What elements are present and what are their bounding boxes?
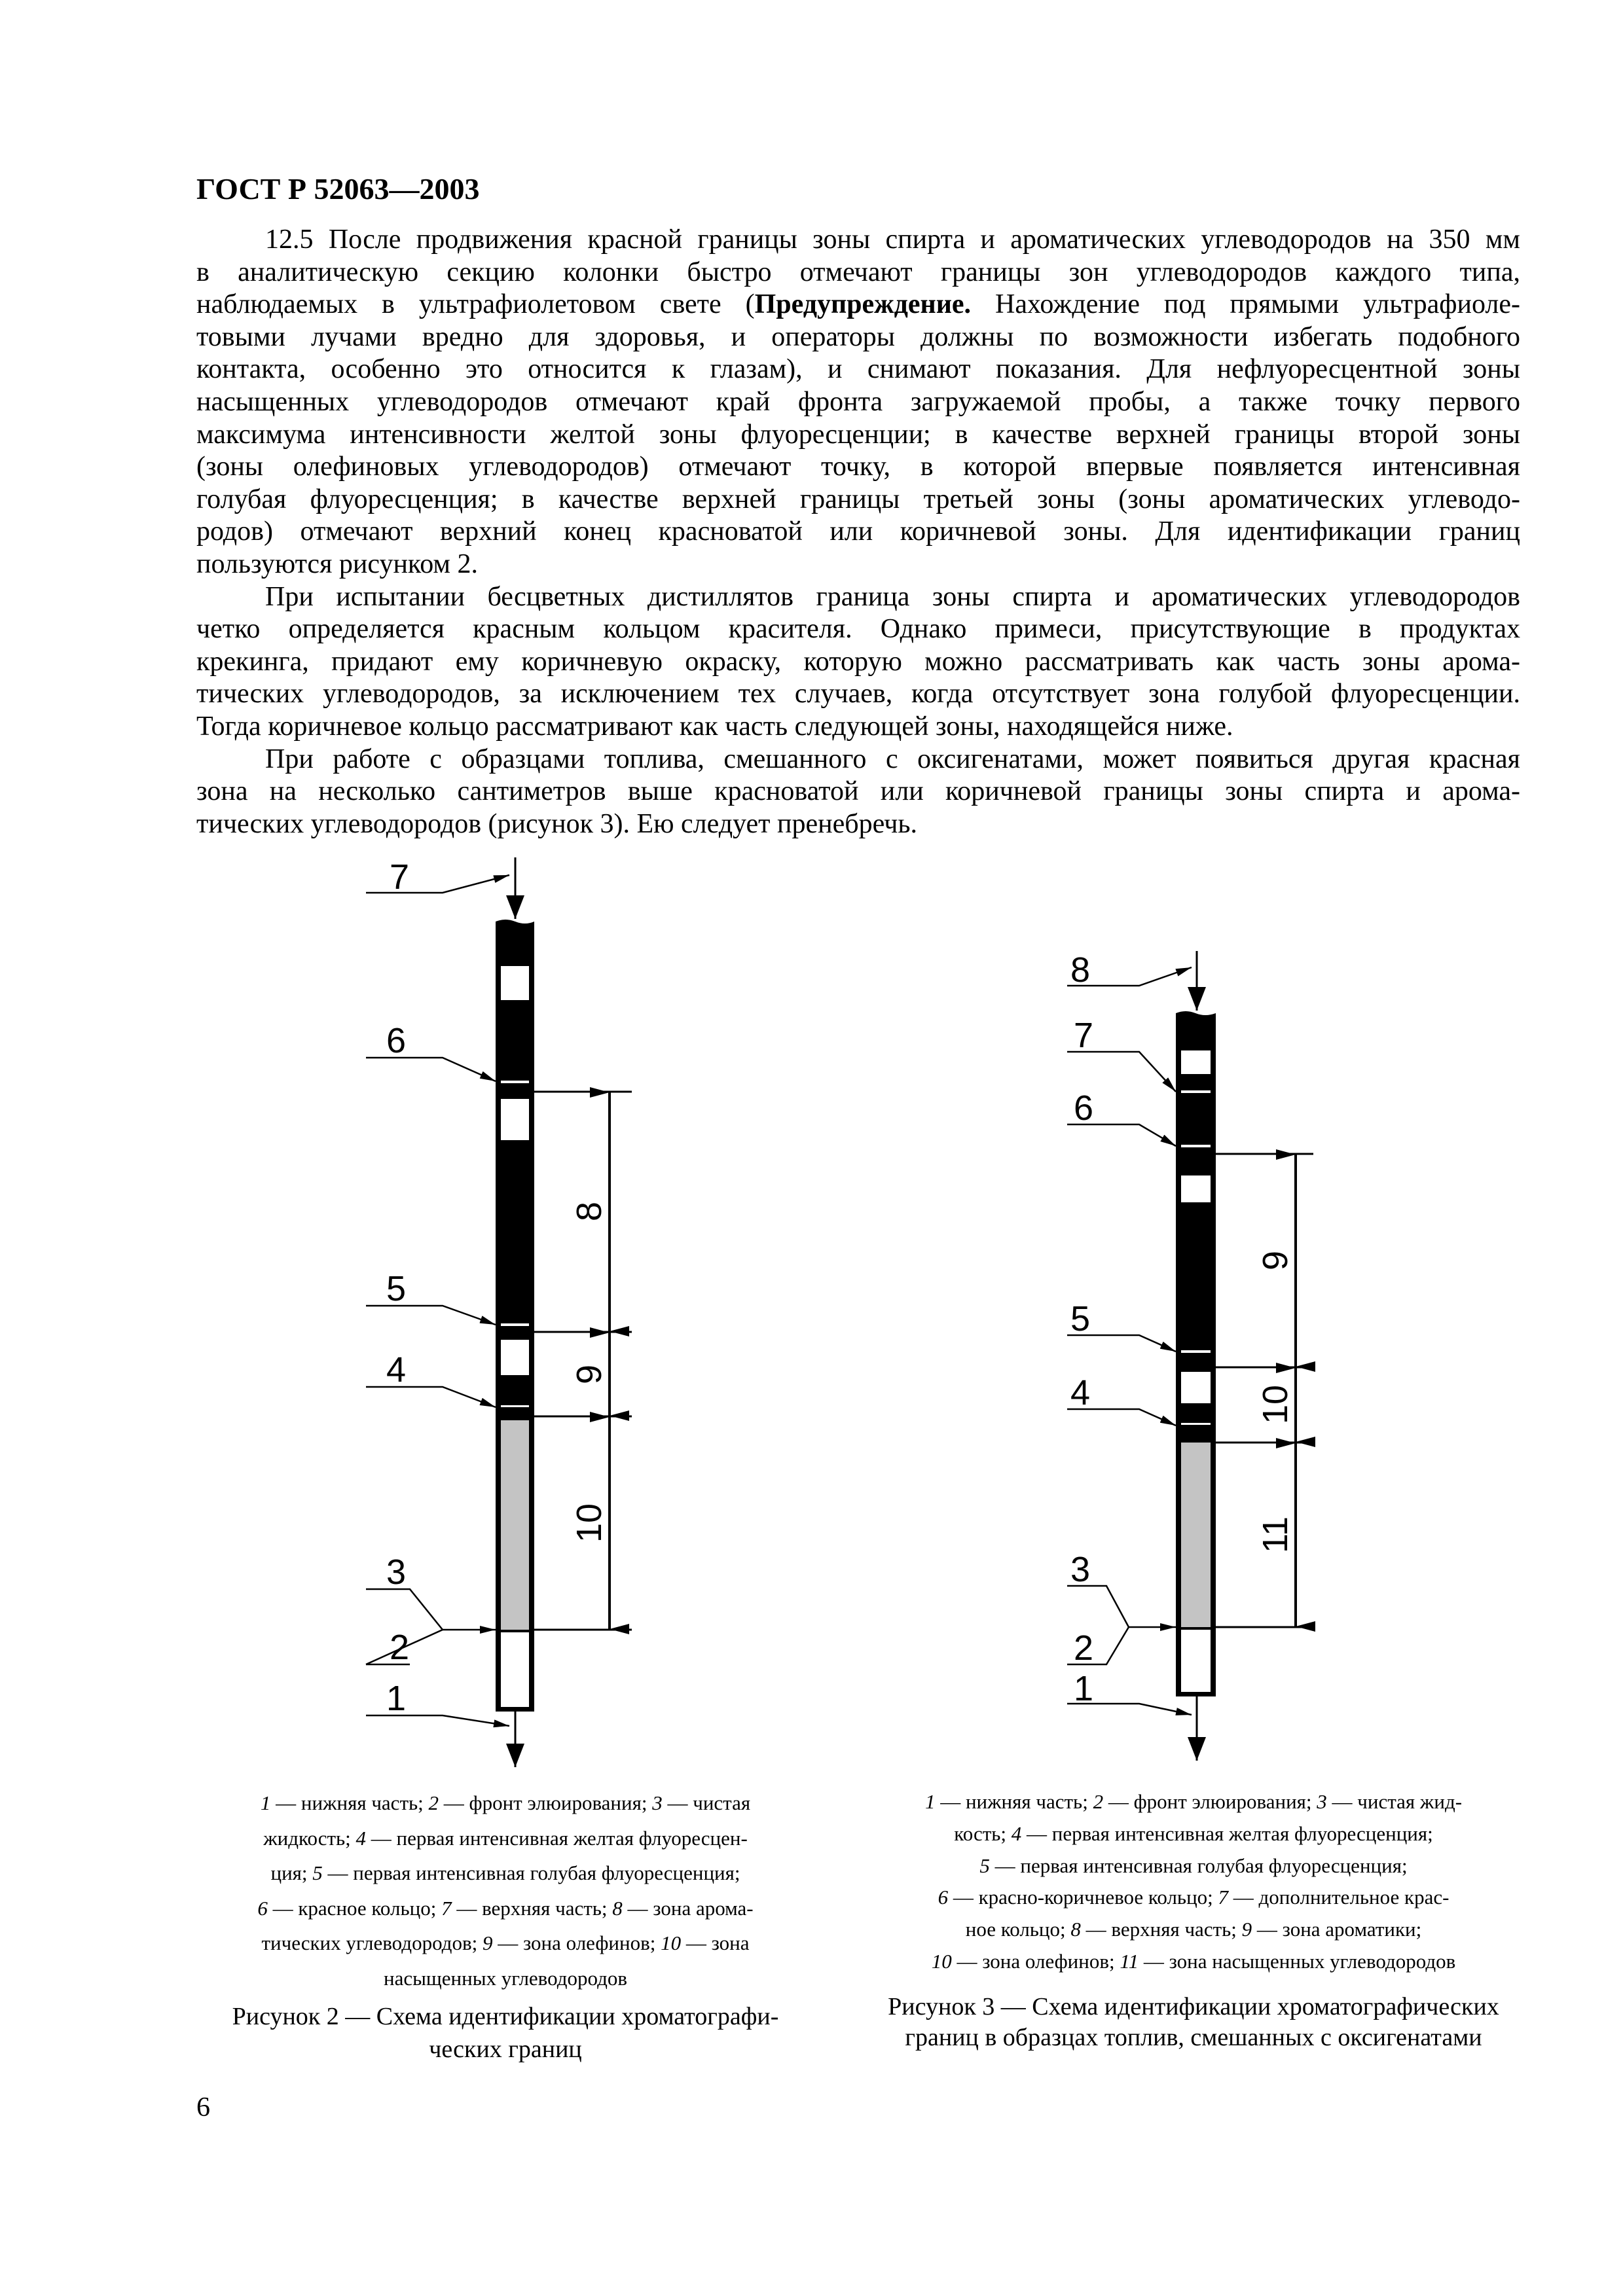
legend-text: насыщенных углеводородов	[383, 1966, 627, 1990]
text-line: При работе с образцами топлива, смешанного с оксигенатами, может появиться другая красная	[265, 744, 1520, 774]
blue-fluorescence-line	[501, 1323, 529, 1326]
text-line: 12.5 После продвижения красной границы зоны спирта и ароматических углеводородов на 350 мм	[265, 224, 1520, 255]
text-line: (зоны олефиновых углеводородов) отмечают точку, в которой впервые появляется интенсивная	[196, 452, 1520, 482]
legend-number: 10	[661, 1931, 682, 1954]
label-5: 5	[386, 1269, 407, 1308]
legend-number: 8	[612, 1896, 623, 1920]
dim-label-9: 9	[570, 1364, 609, 1385]
legend-number: 7	[1218, 1886, 1229, 1909]
text-line: голубая флуоресценция; в качестве верхней границы третьей зоны (зоны ароматических углеводо-	[196, 484, 1520, 514]
legend-number: 3	[1317, 1790, 1327, 1813]
label-6: 6	[386, 1021, 407, 1060]
text-line: тических углеводородов, за исключением тех случаев, когда отсутствует зона голубой флуоресценции.	[196, 679, 1520, 709]
label-1: 1	[1074, 1669, 1094, 1708]
zone-band	[501, 1340, 529, 1375]
legend-text: — красное кольцо;	[267, 1896, 442, 1920]
label-5: 5	[1070, 1299, 1091, 1338]
text-line: в аналитическую секцию колонки быстро отмечают границы зон углеводородов каждого типа,	[196, 257, 1520, 287]
legend-number: 11	[1120, 1949, 1139, 1973]
label-7: 7	[1074, 1016, 1094, 1055]
text-line: контакта, особенно это относится к глазам), и снимают показания. Для нефлуоресцентной зоны	[196, 354, 1520, 385]
text-line: При испытании бесцветных дистиллятов граница зоны спирта и ароматических углеводородов	[265, 581, 1520, 612]
dim-label-9: 9	[1256, 1250, 1295, 1271]
legend-text: — красно-коричневое кольцо;	[948, 1886, 1218, 1909]
text-line: тических углеводородов (рисунок 3). Ею следует пренебречь.	[196, 808, 917, 839]
legend-line	[196, 1891, 814, 1926]
label-2: 2	[1074, 1628, 1094, 1668]
label-1: 1	[386, 1679, 407, 1718]
figure-3-title	[859, 1992, 1528, 2053]
label-7: 7	[390, 857, 410, 897]
label-3: 3	[386, 1552, 407, 1592]
legend-number: 2	[428, 1791, 439, 1814]
legend-line	[196, 1785, 814, 1821]
legend-number: 4	[1011, 1821, 1022, 1845]
red-ring-line	[501, 1081, 529, 1083]
legend-number: 6	[938, 1886, 949, 1909]
legend-text: — нижняя часть;	[270, 1791, 429, 1814]
legend-number: 10	[931, 1949, 952, 1973]
zone-band	[1181, 1372, 1211, 1403]
legend-number: 9	[1241, 1918, 1252, 1941]
legend-number: 9	[482, 1931, 493, 1954]
warning-label: Предупреждение.	[754, 289, 972, 320]
legend-number: 2	[1093, 1790, 1104, 1813]
text-segment: Нахождение под прямыми ультрафиоле-	[971, 289, 1520, 320]
legend-number: 8	[1070, 1918, 1081, 1941]
text-line: Тогда коричневое кольцо рассматривают как часть следующей зоны, находящейся ниже.	[196, 711, 1233, 742]
page-number: 6	[196, 2092, 210, 2123]
zone-band	[1181, 1050, 1211, 1074]
legend-number: 1	[924, 1790, 936, 1813]
figure-3-title-line: границ в образцах топлив, смешанных с оксигенатами	[905, 2024, 1482, 2051]
legend-line	[859, 1882, 1528, 1914]
label-2: 2	[390, 1628, 410, 1667]
text-line: зона на несколько сантиметров выше красноватой или коричневой границы зоны спирта и арома-	[196, 776, 1520, 807]
legend-text: — зона арома-	[622, 1896, 754, 1920]
text-line: родов) отмечают верхний конец красноватой или коричневой зоны. Для идентификации границ	[196, 516, 1520, 547]
dim-label-10: 10	[570, 1503, 609, 1543]
legend-text: — фронт элюирования;	[439, 1791, 653, 1814]
legend-text: — зона насыщенных углеводородов	[1139, 1949, 1456, 1973]
legend-line	[859, 1786, 1528, 1818]
legend-text: — чистая жид-	[1326, 1790, 1463, 1813]
text-line: пользуются рисунком 2.	[196, 548, 478, 579]
label-4: 4	[1070, 1373, 1091, 1412]
dim-label-8: 8	[570, 1201, 609, 1222]
yellow-fluorescence-line	[501, 1405, 529, 1407]
legend-text: — верхняя часть;	[451, 1896, 613, 1920]
legend-number: 5	[979, 1854, 990, 1877]
legend-text: — зона олефинов;	[492, 1931, 661, 1954]
figure-2-title-line: ческих границ	[429, 2036, 582, 2063]
figure-3-legend	[859, 1786, 1528, 1978]
legend-number: 1	[260, 1791, 271, 1814]
text-line: максимума интенсивности желтой зоны флуоресценции; в качестве верхней границы второй зоны	[196, 419, 1520, 450]
legend-line	[196, 1926, 814, 1961]
label-8: 8	[1070, 950, 1091, 990]
legend-text: — верхняя часть;	[1080, 1918, 1242, 1941]
zone-band	[501, 1099, 529, 1140]
legend-text: ное кольцо;	[965, 1918, 1071, 1941]
text-line: четко определяется красным кольцом красителя. Однако примеси, присутствующие в продуктах	[196, 614, 1520, 645]
dim-label-11: 11	[1256, 1516, 1295, 1554]
legend-text: — чистая	[662, 1791, 751, 1814]
blue-fluorescence-line	[1181, 1350, 1211, 1353]
figure-2-title-line: Рисунок 2 — Схема идентификации хроматографи-	[232, 2003, 779, 2030]
legend-text: — зона	[681, 1931, 750, 1954]
legend-line	[859, 1818, 1528, 1850]
text-line: насыщенных углеводородов отмечают край фронта загружаемой пробы, а также точку первого	[196, 386, 1520, 417]
dim-label-10: 10	[1256, 1384, 1295, 1425]
legend-text: жидкость;	[263, 1826, 356, 1850]
legend-line	[859, 1914, 1528, 1946]
saturated-zone	[501, 1420, 529, 1630]
figure-2-legend	[196, 1785, 814, 1996]
legend-text: кость;	[954, 1821, 1012, 1845]
lower-part	[501, 1632, 529, 1707]
legend-line	[196, 1856, 814, 1891]
legend-text: тических углеводородов;	[261, 1931, 483, 1954]
text-line: крекинга, придают ему коричневую окраску, которую можно рассматривать как часть зоны арома-	[196, 646, 1520, 677]
legend-text: — зона олефинов;	[951, 1949, 1120, 1973]
legend-number: 5	[312, 1861, 323, 1884]
text-line: товыми лучами вредно для здоровья, и операторы должны по возможности избегать подобного	[196, 321, 1520, 352]
legend-line	[859, 1946, 1528, 1978]
figure-3-column-diagram	[1067, 951, 1313, 1761]
legend-text: — первая интенсивная голубая флуоресценция;	[989, 1854, 1408, 1877]
legend-line	[196, 1961, 814, 1996]
lower-part	[1181, 1630, 1211, 1692]
extra-red-ring-line	[1181, 1090, 1211, 1093]
legend-number: 4	[356, 1826, 367, 1850]
legend-text: — дополнительное крас-	[1228, 1886, 1450, 1909]
red-brown-ring-line	[1181, 1145, 1211, 1147]
legend-line	[196, 1821, 814, 1856]
zone-band	[1181, 1175, 1211, 1202]
yellow-fluorescence-line	[1181, 1423, 1211, 1425]
label-6: 6	[1074, 1088, 1094, 1128]
legend-text: — первая интенсивная голубая флуоресценция;	[322, 1861, 740, 1884]
legend-text: — зона ароматики;	[1252, 1918, 1422, 1941]
legend-text: ция;	[270, 1861, 313, 1884]
text-segment: наблюдаемых в ультрафиолетовом свете (	[196, 289, 755, 320]
legend-number: 3	[652, 1791, 663, 1814]
figure-2-title	[196, 2000, 814, 2066]
legend-text: — нижняя часть;	[935, 1790, 1093, 1813]
legend-text: — первая интенсивная желтая флуоресценция;	[1021, 1821, 1433, 1845]
legend-number: 7	[441, 1896, 452, 1920]
legend-line	[859, 1850, 1528, 1882]
legend-text: — первая интенсивная желтая флуоресцен-	[366, 1826, 748, 1850]
zone-band	[501, 966, 529, 1000]
figure-3-title-line: Рисунок 3 — Схема идентификации хроматографических	[888, 1993, 1499, 2020]
document-header: ГОСТ Р 52063—2003	[196, 172, 480, 206]
saturated-zone	[1181, 1443, 1211, 1627]
label-4: 4	[386, 1350, 407, 1390]
legend-number: 6	[257, 1896, 268, 1920]
legend-text: — фронт элюирования;	[1103, 1790, 1317, 1813]
label-3: 3	[1070, 1550, 1091, 1589]
